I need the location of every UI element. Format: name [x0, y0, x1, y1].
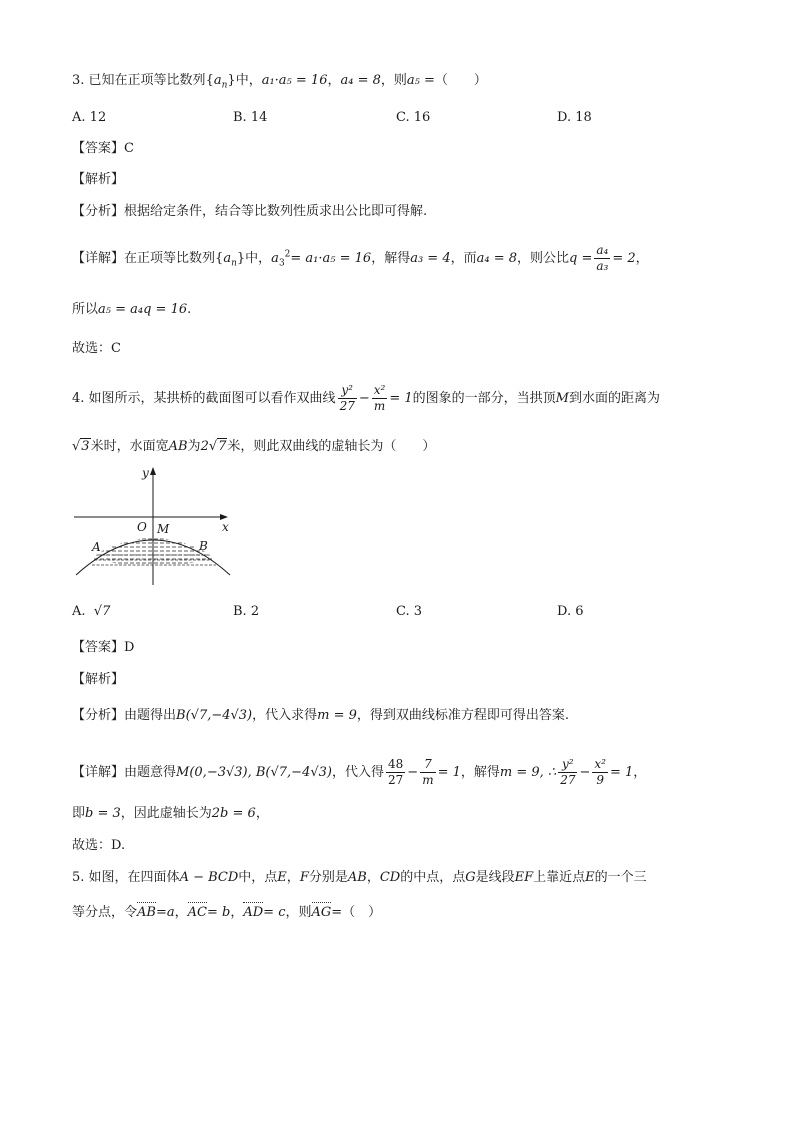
q5-stem-line2: 等分点，令AB=a，AC= b，AD= c，则AG=（ ） — [72, 903, 381, 923]
q3-option-a: A. 12 — [72, 110, 107, 125]
q4-option-d: D. 6 — [557, 604, 584, 619]
q4-analysis-tag: 【解析】 — [72, 672, 125, 687]
q4-stem-line2: √3米时，水面宽AB为2√7米，则此双曲线的虚轴长为（ ） — [72, 439, 436, 454]
y-axis-arrow — [150, 467, 156, 475]
label-A: A — [92, 540, 101, 554]
q3-xiangjie: 【详解】在正项等比数列$\{a_n\}$中，$a_3^2= a_1\cdot a_5 = 16$，解得a₃ = 4，而a₄ = 8，则公比q = $\frac{\text{a₄}}{\text{a₃}}$ = 2， — [72, 243, 649, 273]
q4-ji: 即b = 3，因此虚轴长为2b = 6， — [72, 806, 269, 821]
q3-conclusion: 故选：C — [72, 341, 121, 356]
q3-option-d: D. 18 — [557, 110, 592, 125]
q3-analysis-tag: 【解析】 — [72, 172, 125, 187]
q3-option-c: C. 16 — [396, 110, 431, 125]
label-y: y — [142, 466, 149, 480]
label-B: B — [199, 539, 208, 553]
q3-number: 3. — [72, 73, 85, 88]
q4-option-a: A. √7 — [72, 604, 111, 619]
q4-option-b: B. 2 — [233, 604, 260, 619]
q3-fenxi: 【分析】根据给定条件，结合等比数列性质求出公比即可得解. — [72, 204, 428, 219]
q4-answer: 【答案】D — [72, 640, 135, 655]
q3-stem: 3. 已知在正项等比数列$\{a_n\}$中，a₁·a₅ = 16，a₄ = 8，则a₅ =（ ） — [72, 73, 487, 91]
q4-xiangjie: 【详解】由题意得M(0,−3√3), B(√7,−4√3)，代入得 $\frac{48}{27}$ − $\frac{7}{m}$ = 1，解得m = 9, ∴ $\frac{\text{y²}}{27}$ − $\frac{\text{x²}}{9}$ = 1， — [72, 757, 647, 787]
q4-conclusion: 故选：D. — [72, 838, 126, 853]
q4-fenxi: 【分析】由题得出B(√7,−4√3)，代入求得m = 9，得到双曲线标准方程即可得出答案. — [72, 708, 570, 723]
q3-answer: 【答案】C — [72, 141, 134, 156]
q4-figure — [70, 465, 240, 590]
q3-suoyi: 所以a₅ = a₄q = 16. — [72, 302, 192, 317]
label-x: x — [222, 520, 229, 534]
q4-stem-line1: 4. 如图所示，某拱桥的截面图可以看作双曲线 $\frac{\text{y²}}{27}$ − $\frac{\text{x²}}{m}$ = 1的图象的一部分，当拱顶M到水面的距离为 — [72, 383, 660, 413]
water-region — [93, 538, 213, 566]
label-M: M — [157, 522, 170, 536]
label-O: O — [137, 520, 147, 534]
q3-option-b: B. 14 — [233, 110, 268, 125]
q4-option-c: C. 3 — [396, 604, 423, 619]
q5-stem-line1: 5. 如图，在四面体A − BCD中，点E，F分别是AB，CD的中点，点G是线段EF上靠近点E的一个三 — [72, 870, 647, 885]
